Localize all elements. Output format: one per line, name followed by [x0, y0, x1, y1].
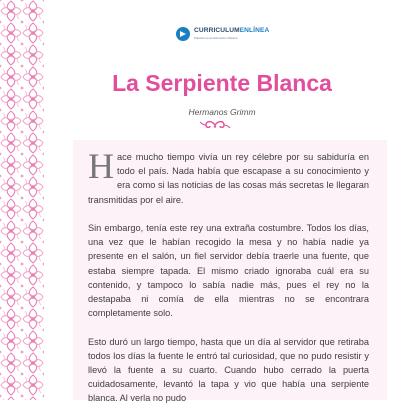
story-paragraph-1: Hace mucho tiempo vivía un rey célebre por su sabiduría en todo el país. Nada había que escapase a su conocimiento y era como si las noticias de las cosas más secretas le llegaran transmitidas por el aire. [88, 146, 369, 205]
brand-name: CURRICULUMENLÍNEA [194, 27, 270, 35]
brand-text [194, 28, 269, 40]
play-circle-icon [176, 27, 190, 41]
story-body [88, 146, 369, 420]
floral-border-pattern [0, 0, 44, 400]
drop-cap: H [88, 146, 114, 186]
flourish-icon [199, 120, 231, 130]
story-paragraph-3: Esto duró un largo tiempo, hasta que un día al servidor que retiraba todos los días la fuente le entró tal curiosidad, que no pudo resistir y llevó la fuente a su cuarto. Cuando hubo cerrado la puerta cuidadosamente, levantó la tapa y vio que había una serpiente blanca. Al verla no pudo [88, 336, 369, 404]
brand-tagline: Plataforma de Educación Básica [194, 35, 238, 40]
story-author: Hermanos Grimm [188, 107, 256, 117]
story-paragraph-2: Sin embargo, tenía este rey una extraña costumbre. Todos los días, una vez que le habían recogido la mesa y no había nadie ya presente en el salón, un fiel servidor debía traerle una fuente, que estaba siempre tapada. El mismo criado ignoraba cuál era su contenido, y tampoco lo sabía nadie más, pues el rey no la destapaba ni comía de ella mientras no se encontrara completamente solo. [88, 223, 369, 319]
brand-logo[interactable] [176, 23, 269, 45]
story-title: La Serpiente Blanca [112, 70, 332, 96]
